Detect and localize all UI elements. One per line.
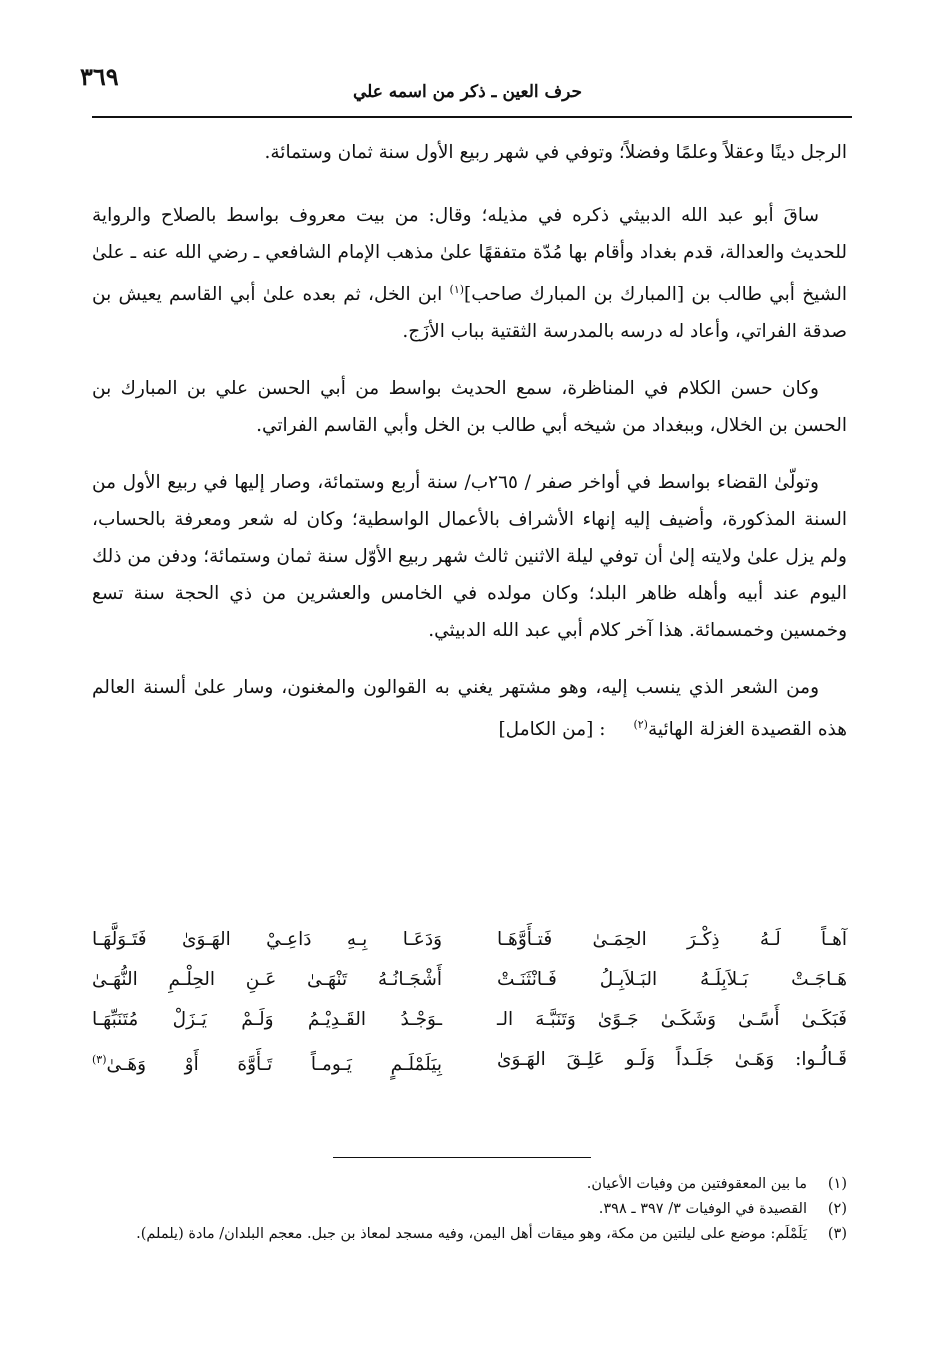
footnote-text: القصيدة في الوفيات ٣/ ٣٩٧ ـ ٣٩٨. xyxy=(598,1201,807,1217)
meter-label: : [من الكامل] xyxy=(498,719,606,741)
footnote-number: (٢) xyxy=(827,1201,847,1217)
verse-first-hemistich: فَبَكَـىٰ أَسًـىٰ وَشَكَـىٰ جَـوًىٰ وَتَنَبَّـهَ الـ xyxy=(497,1009,847,1030)
verse-second-hemistich xyxy=(92,1040,442,1085)
paragraph-4: وتولّىٰ القضاء بواسط في أواخر صفر / ٢٦٥ب/ سنة أربع وستمائة، وصار إليها في ربيع الأول من السنة المذكورة، وأضيف إليه إنهاء الأشراف بالأعمال الواسطية؛ وكان له شعر ومعرفة بالحساب، ولم يزل علىٰ ولايته إلىٰ أن توفي ليلة الاثنين ثالث شهر ربيع الأوّل سنة ثمان وستمائة؛ ودفن من ذلك اليوم عند أبيه وأهله ظاهر البلد؛ وكان مولده في الخامس والعشرين من ذي الحجة سنة تسع وخمسين وخمسمائة. هذا آخر كلام أبي عبد الله الدبيثي. xyxy=(92,472,847,642)
verse-line xyxy=(92,920,847,960)
verse-line xyxy=(92,1040,847,1085)
verse-line xyxy=(92,960,847,1000)
paragraph-1: الرجل دينًا وعقلاً وعلمًا وفضلاً؛ وتوفي في شهر ربيع الأول سنة ثمان وستمائة. xyxy=(264,142,847,163)
paragraph-2-text: ساقَ أبو عبد الله الدبيثي ذكره في مذيله؛ وقال: من بيت معروف بواسط بالصلاح والرواية للحديث والعدالة، قدم بغداد وأقام بها مُدّة متفقهًا علىٰ مذهب الإمام الشافعي ـ رضي الله عنه ـ علىٰ الشيخ أبي طالب بن [المبارك بن المبارك صاحب] xyxy=(92,205,847,306)
verse-second-hemistich: ـوَجْـدُ القَـدِيْـمُ وَلَـمْ يَـزَلْ مُتَنَبِّهَـا xyxy=(92,1009,442,1030)
footnote-number: (١) xyxy=(827,1176,847,1192)
verse-second-hemistich-text: بِيَلَمْلَـمٍ يَـومـاً تَـأَوَّهَ أَوْ وَهَـىٰ xyxy=(106,1054,442,1076)
footnote-item xyxy=(92,1197,847,1222)
poem xyxy=(92,920,847,1085)
footnote-text: يَلَمْلَم: موضع على ليلتين من مكة، وهو ميقات أهل اليمن، وفيه مسجد لمعاذ بن جبل. معجم البلدان/ مادة (يلملم). xyxy=(136,1226,807,1242)
verse-first-hemistich: هَـاجَـتْ بَـلاَبِلَـهُ البَـلاَبِـلُ فَـانْثَنَـتْ xyxy=(497,969,847,990)
verse-second-hemistich: وَدَعَـا بِـهِ دَاعِـيْ الهَـوَىٰ فَتَـوَلَّهَـا xyxy=(92,929,442,950)
main-text xyxy=(92,134,847,768)
footnote-number: (٣) xyxy=(827,1226,847,1242)
footnote-divider xyxy=(333,1157,591,1158)
paragraph-5 xyxy=(92,669,847,748)
running-title: حرف العين ـ ذكر من اسمه علي xyxy=(352,82,583,102)
footnote-ref-3[interactable]: (٣) xyxy=(92,1053,107,1066)
paragraph-3: وكان حسن الكلام في المناظرة، سمع الحديث بواسط من أبي الحسن علي بن المبارك بن الحسن بن الخلال، وببغداد من شيخه أبي طالب بن الخل وأبي القاسم الفراتي. xyxy=(92,378,847,437)
paragraph-2-text-end: ابن الخل، ثم بعده علىٰ أبي القاسم يعيش بن صدقة الفراتي، وأعاد له درسه بالمدرسة الثقتية بباب الأزَج. xyxy=(92,284,847,343)
verse-first-hemistich: قَـالُـوا: وَهَـىٰ جَلَـداً وَلَـو عَلِـقَ الهَـوَىٰ xyxy=(497,1049,847,1070)
footnote-item xyxy=(92,1222,847,1247)
header-divider xyxy=(92,116,852,118)
footnote-text: ما بين المعقوفتين من وفيات الأعيان. xyxy=(586,1176,807,1192)
page-number: ٣٦٩ xyxy=(80,62,119,91)
footnote-ref-1[interactable]: (١) xyxy=(449,283,465,296)
verse-first-hemistich: آهـاً لَـهُ ذِكْـرَ الحِمَـىٰ فَتـأَوَّهَـا xyxy=(497,929,847,950)
verse-second-hemistich: أَشْجَـانُـهُ تَنْهَـىٰ عَـنِ الحِلْـمِ النُّهَـىٰ xyxy=(92,969,442,990)
footnote-ref-2[interactable]: (٢) xyxy=(633,718,648,732)
paragraph-5-text: ومن الشعر الذي ينسب إليه، وهو مشتهر يغني به القوالون والمغنون، وسار علىٰ ألسنة العالم هذه القصيدة الغزلة الهائية xyxy=(92,677,847,741)
footnotes xyxy=(92,1172,847,1247)
verse-line xyxy=(92,1000,847,1040)
paragraph-2 xyxy=(92,197,847,350)
footnote-item xyxy=(92,1172,847,1197)
